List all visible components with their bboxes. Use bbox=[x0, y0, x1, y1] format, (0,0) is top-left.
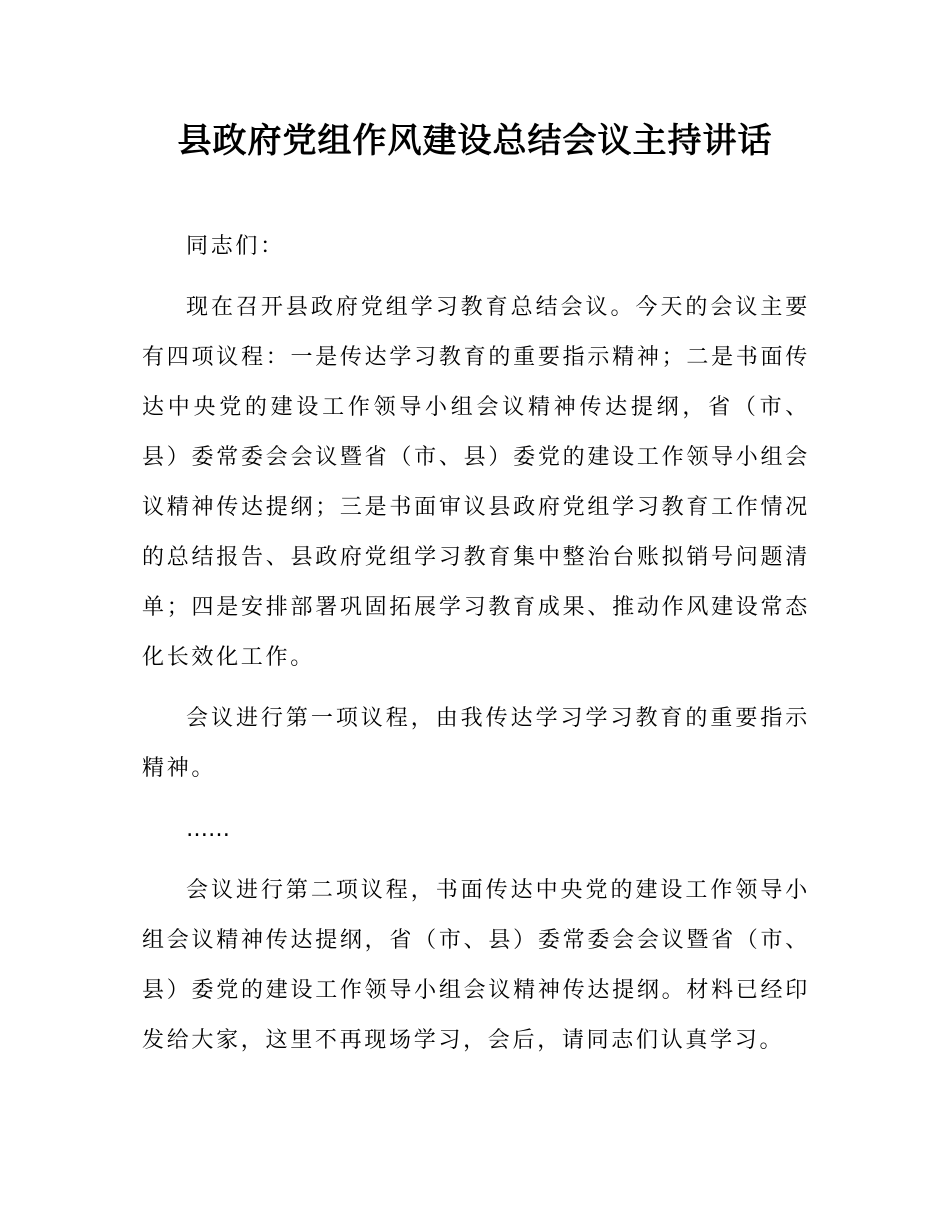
paragraph-ellipsis: …… bbox=[186, 817, 230, 842]
paragraph-agenda: 现在召开县政府党组学习教育总结会议。今天的会议主要有四项议程：一是传达学习教育的重要指示精神；二是书面传达中央党的建设工作领导小组会议精神传达提纲，省（市、县）委常委会会议暨省（市、县）委党的建设工作领导小组会议精神传达提纲；三是书面审议县政府党组学习教育工作情况的总结报告、县政府党组学习教育集中整治台账拟销号问题清单；四是安排部署巩固拓展学习教育成果、推动作风建设常态化长效化工作。 bbox=[142, 295, 810, 670]
document-title: 县政府党组作风建设总结会议主持讲话 bbox=[177, 121, 773, 161]
salutation: 同志们： bbox=[186, 234, 285, 259]
paragraph-first-item: 会议进行第一项议程，由我传达学习学习教育的重要指示精神。 bbox=[142, 706, 810, 781]
paragraph-second-item: 会议进行第二项议程，书面传达中央党的建设工作领导小组会议精神传达提纲，省（市、县）委常委会会议暨省（市、县）委党的建设工作领导小组会议精神传达提纲。材料已经印发给大家，这里不再现场学习，会后，请同志们认真学习。 bbox=[142, 878, 810, 1053]
document-body bbox=[142, 222, 810, 1077]
